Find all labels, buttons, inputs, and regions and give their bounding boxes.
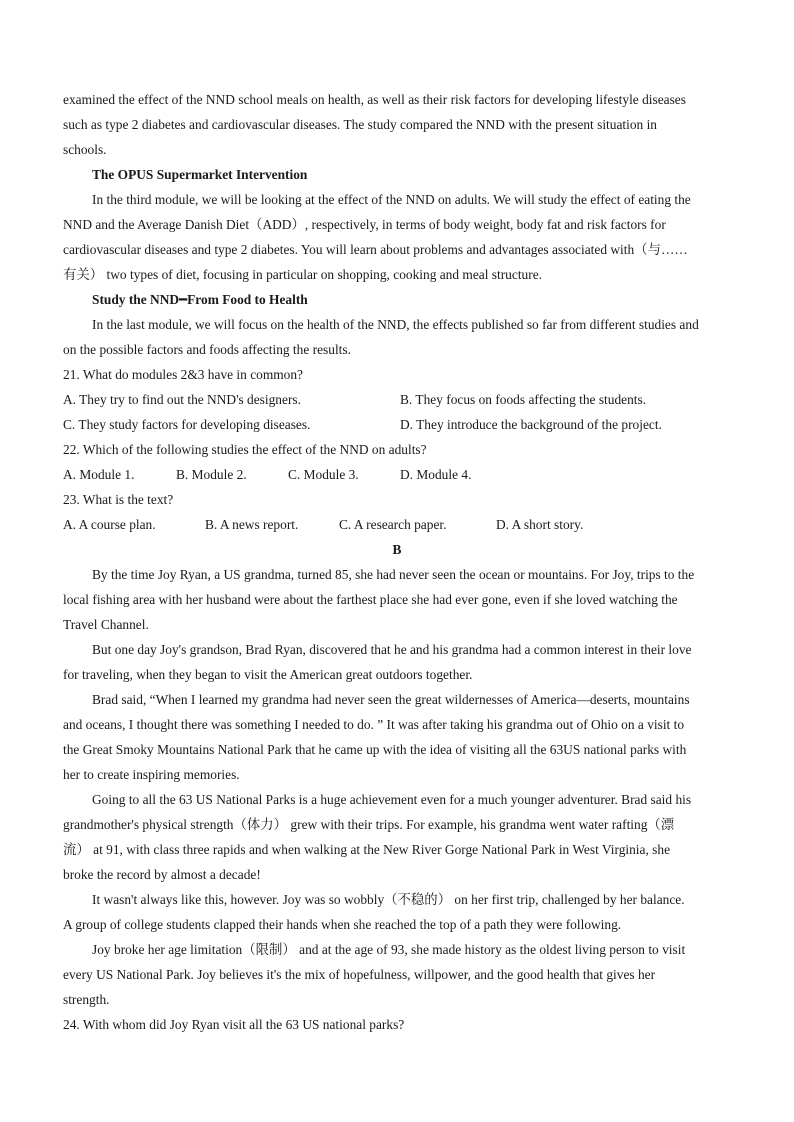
question-23-option-b: B. A news report.: [205, 517, 299, 532]
paragraph-line: grandmother's physical strength（体力） grew with their trips. For example, his grandma went water rafting（漂: [63, 817, 675, 832]
paragraph-line: examined the effect of the NND school meals on health, as well as their risk factors for developing lifestyle diseases: [63, 92, 686, 107]
paragraph-line: local fishing area with her husband were about the farthest place she had ever gone, even if she loved watching the: [63, 592, 678, 607]
paragraph-line: In the third module, we will be looking at the effect of the NND on adults. We will study the effect of eating the: [92, 192, 691, 207]
paragraph-line: and oceans, I thought there was something I needed to do. ” It was after taking his grandma out of Ohio on a visit to: [63, 717, 685, 732]
question-22-option-c: C. Module 3.: [288, 467, 359, 482]
paragraph-line: on the possible factors and foods affecting the results.: [63, 342, 351, 357]
paragraph-line: By the time Joy Ryan, a US grandma, turned 85, she had never seen the ocean or mountains. For Joy, trips to the: [92, 567, 695, 582]
paragraph-line: 流） at 91, with class three rapids and when walking at the New River Gorge National Park in West Virginia, she: [63, 842, 671, 857]
paragraph-line: NND and the Average Danish Diet（ADD）, respectively, in terms of body weight, body fat and risk factors for: [63, 217, 666, 232]
section-heading-opus: The OPUS Supermarket Intervention: [92, 167, 308, 182]
question-22-option-a: A. Module 1.: [63, 467, 135, 482]
question-24-stem: 24. With whom did Joy Ryan visit all the 63 US national parks?: [63, 1017, 405, 1032]
paragraph-line: In the last module, we will focus on the health of the NND, the effects published so far from different studies and: [92, 317, 699, 332]
question-22-stem: 22. Which of the following studies the effect of the NND on adults?: [63, 442, 427, 457]
paragraph-line: Travel Channel.: [63, 617, 149, 632]
paragraph-line: for traveling, when they began to visit the American great outdoors together.: [63, 667, 473, 682]
question-22-option-d: D. Module 4.: [400, 467, 472, 482]
paragraph-line: such as type 2 diabetes and cardiovascular diseases. The study compared the NND with the present situation in: [63, 117, 657, 132]
paragraph-line: It wasn't always like this, however. Joy was so wobbly（不稳的） on her first trip, challenged by her balance.: [92, 892, 685, 907]
question-23-option-c: C. A research paper.: [339, 517, 447, 532]
paragraph-line: every US National Park. Joy believes it's the mix of hopefulness, willpower, and the good health that gives her: [63, 967, 656, 982]
paragraph-line: A group of college students clapped their hands when she reached the top of a path they were following.: [63, 917, 622, 932]
section-b-label: B: [392, 542, 402, 557]
paragraph-line: the Great Smoky Mountains National Park that he came up with the idea of visiting all the 63US national parks with: [63, 742, 687, 757]
section-heading-study: Study the NND━From Food to Health: [92, 292, 308, 307]
paragraph-line: Joy broke her age limitation（限制） and at the age of 93, she made history as the oldest living person to visit: [92, 942, 686, 957]
paragraph-line: 有关） two types of diet, focusing in particular on shopping, cooking and meal structure.: [63, 267, 542, 282]
question-23-option-d: D. A short story.: [496, 517, 584, 532]
paragraph-line: But one day Joy's grandson, Brad Ryan, discovered that he and his grandma had a common interest in their love: [92, 642, 692, 657]
question-21-option-a: A. They try to find out the NND's designers.: [63, 392, 301, 407]
paragraph-line: schools.: [63, 142, 107, 157]
paragraph-line: Going to all the 63 US National Parks is a huge achievement even for a much younger adventurer. Brad said his: [92, 792, 692, 807]
question-21-option-b: B. They focus on foods affecting the students.: [400, 392, 647, 407]
question-23-option-a: A. A course plan.: [63, 517, 156, 532]
paragraph-line: her to create inspiring memories.: [63, 767, 240, 782]
question-21-option-d: D. They introduce the background of the project.: [400, 417, 662, 432]
question-22-option-b: B. Module 2.: [176, 467, 247, 482]
paragraph-line: cardiovascular diseases and type 2 diabetes. You will learn about problems and advantages associated with（与……: [63, 242, 688, 257]
paragraph-line: broke the record by almost a decade!: [63, 867, 261, 882]
question-23-stem: 23. What is the text?: [63, 492, 174, 507]
question-21-option-c: C. They study factors for developing diseases.: [63, 417, 311, 432]
paragraph-line: strength.: [63, 992, 110, 1007]
question-21-stem: 21. What do modules 2&3 have in common?: [63, 367, 303, 382]
paragraph-line: Brad said, “When I learned my grandma had never seen the great wildernesses of America—deserts, mountains: [92, 692, 690, 707]
